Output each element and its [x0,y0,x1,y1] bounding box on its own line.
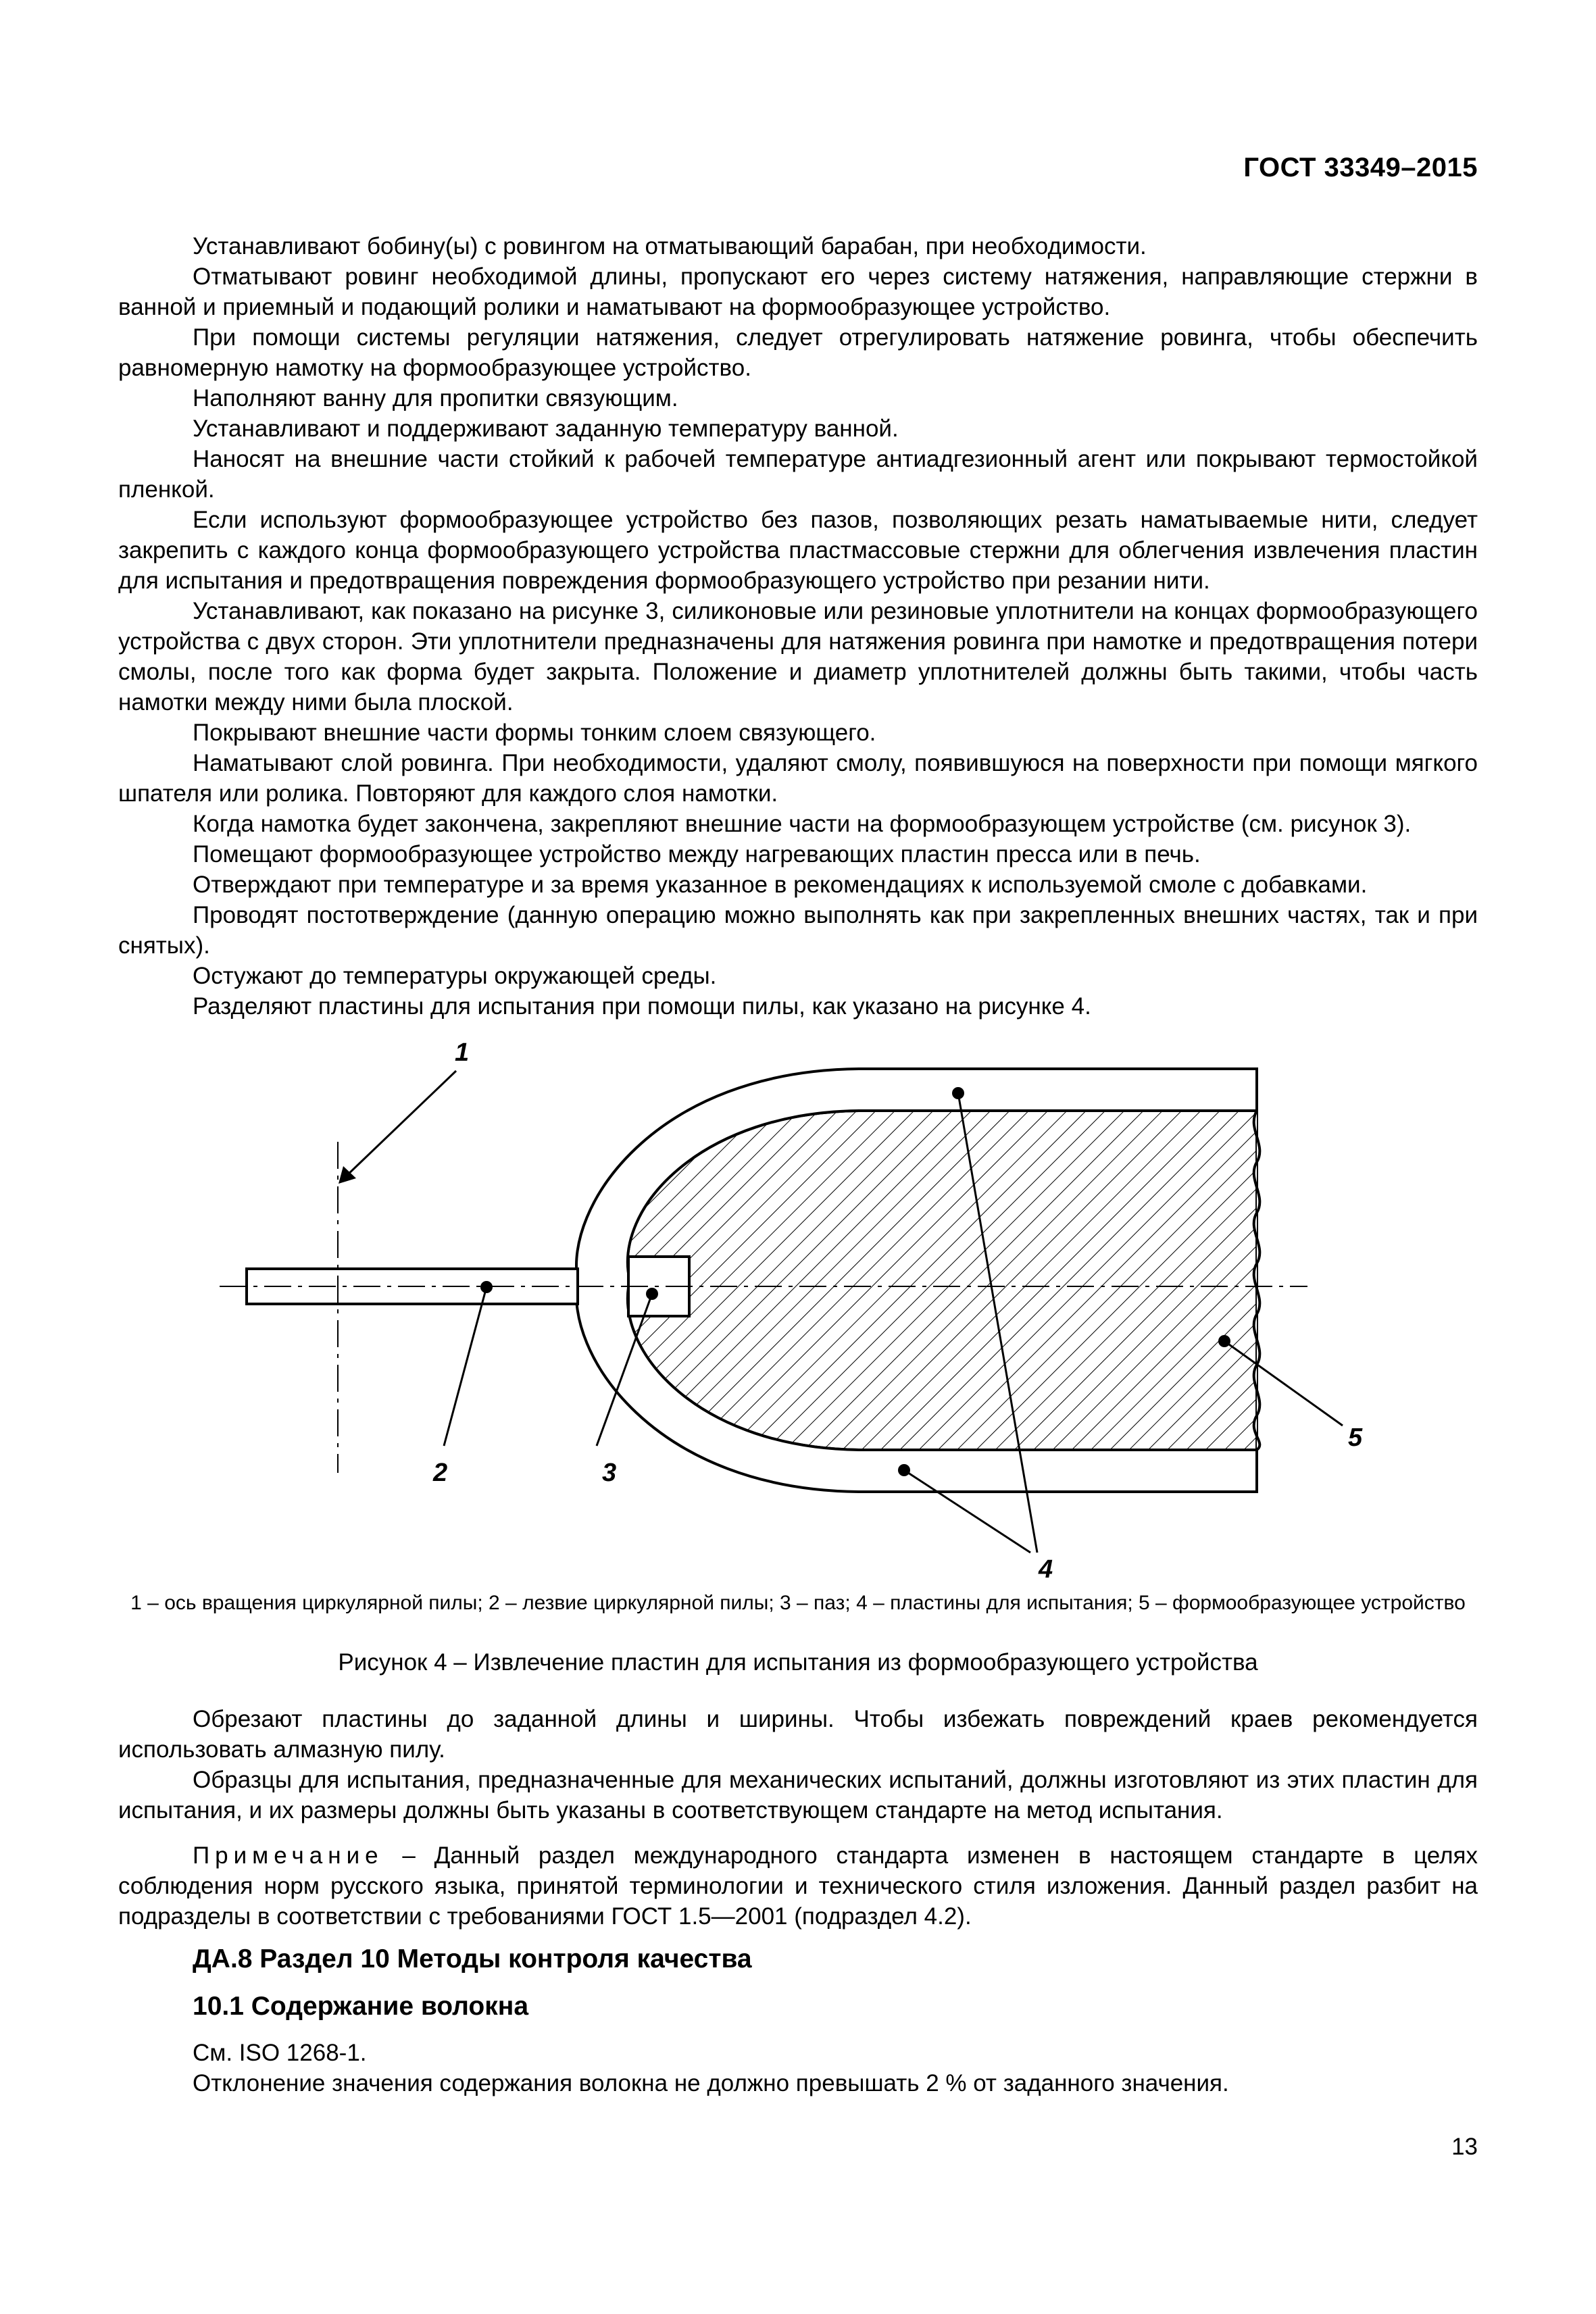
label-2: 2 [433,1459,448,1487]
paragraph: Отверждают при температуре и за время указанное в рекомендациях к используемой смоле с добавками. [193,872,1368,898]
label-1: 1 [455,1038,470,1067]
paragraph: Разделяют пластины для испытания при помощи пилы, как указано на рисунке 4. [193,993,1091,1020]
former-body [628,1111,1257,1450]
paragraph: Остужают до температуры окружающей среды. [193,963,717,989]
label-5: 5 [1348,1424,1363,1452]
procedure-text-top [118,231,1478,1022]
paragraph: Наматывают слой ровинга. При необходимости, удаляют смолу, появившуюся на поверхности при помощи мягкого шпателя или ролика. Повторяют для каждого слоя намотки. [118,750,1478,807]
paragraph: Образцы для испытания, предназначенные для механических испытаний, должны изготовляют из этих пластин для испытания, и их размеры должны быть указаны в соответствующем стандарте на метод испытания. [118,1767,1478,1823]
saw-extraction-diagram [118,1027,1478,1581]
section-da8 [118,1943,1478,2098]
subsection-heading: 10.1 Содержание волокна [193,1992,529,2021]
paragraph: Покрывают внешние части формы тонким слоем связующего. [193,720,876,746]
figure-4-drawing [118,1027,1478,1581]
paragraph: Проводят постотверждение (данную операцию можно выполнять как при закрепленных внешних частях, так и при снятых). [118,902,1478,959]
paragraph: Когда намотка будет закончена, закрепляют внешние части на формообразующем устройстве (см. рисунок 3). [193,811,1412,837]
paragraph: Наносят на внешние части стойкий к рабочей температуре антиадгезионный агент или покрывают термостойкой пленкой. [118,446,1478,503]
paragraph: Устанавливают, как показано на рисунке 3, силиконовые или резиновые уплотнители на концах формообразующего устройства с двух сторон. Эти уплотнители предназначены для натяжения ровинга при намотке и предотвращения потери смолы, после того как форма будет закрыта. Положение и диаметр уплотнителей должны быть такими, чтобы часть намотки между ними была плоской. [118,598,1478,715]
paragraph: Отматывают ровинг необходимой длины, пропускают его через систему натяжения, направляющие стержни в ванной и приемный и подающий ролики и наматывают на формообразующее устройство. [118,263,1478,320]
note-text: – Данный раздел международного стандарта изменен в настоящем стандарте в целях соблюдения норм русского языка, принятой терминологии и технического стиля изложения. Данный раздел разбит на подразделы в соответствии с требованиями ГОСТ 1.5—2001 (подраздел 4.2). [118,1842,1478,1930]
label-4: 4 [1039,1555,1053,1581]
paragraph: Помещают формообразующее устройство между нагревающих пластин пресса или в печь. [193,841,1201,867]
paragraph: Обрезают пластины до заданной длины и ширины. Чтобы избежать повреждений краев рекомендуется использовать алмазную пилу. [118,1706,1478,1763]
paragraph: См. ISO 1268-1. [193,2040,367,2066]
paragraph: При помощи системы регуляции натяжения, следует отрегулировать натяжение ровинга, чтобы обеспечить равномерную намотку на формообразующее устройство. [118,324,1478,381]
paragraph: Устанавливают и поддерживают заданную температуру ванной. [193,416,899,442]
paragraph: Устанавливают бобину(ы) с ровингом на отматывающий барабан, при необходимости. [193,233,1147,259]
document-id-header: ГОСТ 33349–2015 [1243,153,1478,182]
paragraph: Если используют формообразующее устройство без пазов, позволяющих резать наматываемые нити, следует закрепить с каждого конца формообразующего устройства пластмассовые стержни для облегчения извлечения пластин для испытания и предотвращения повреждения формообразующего устройство при резании нити. [118,507,1478,594]
figure-caption: Рисунок 4 – Извлечение пластин для испытания из формообразующего устройства [338,1649,1258,1676]
note-label: Примечание [193,1842,384,1869]
paragraph: Наполняют ванну для пропитки связующим. [193,385,678,411]
procedure-text-after [118,1704,1478,1932]
page-number: 13 [1451,2134,1478,2160]
label-3: 3 [602,1459,617,1487]
note [118,1840,1478,1932]
figure-legend: 1 – ось вращения циркулярной пилы; 2 – лезвие циркулярной пилы; 3 – паз; 4 – пластины для испытания; 5 – формообразующее устройство [130,1592,1466,1614]
section-heading: ДА.8 Раздел 10 Методы контроля качества [193,1944,752,1973]
paragraph: Отклонение значения содержания волокна не должно превышать 2 % от заданного значения. [193,2070,1229,2096]
